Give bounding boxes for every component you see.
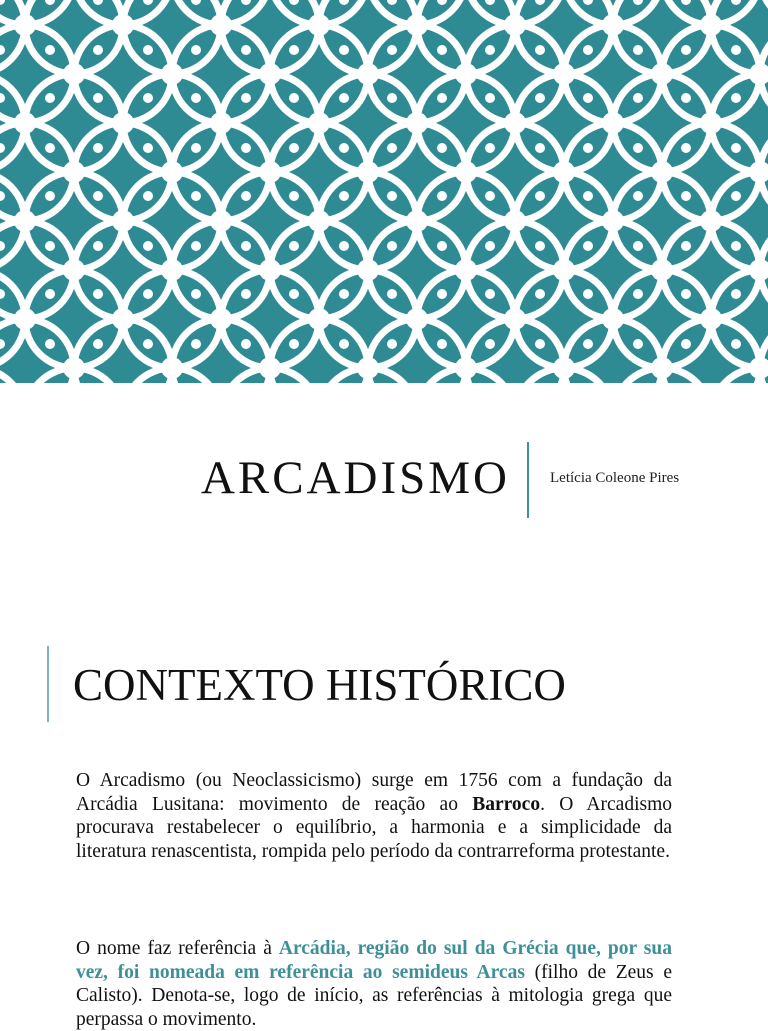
paragraph-origin-text-b: (filho de Zeus e Calisto). Denota-se, logo de início, as referências à mitologia grega que perpassa o movimento. [76, 961, 672, 1030]
paragraph-name-origin [76, 937, 672, 1031]
paragraph-intro [76, 769, 672, 863]
paragraph-intro-bold: Barroco [472, 793, 541, 815]
content-slide [0, 603, 768, 1030]
interlocking-circle-pattern-icon [0, 0, 768, 383]
section-accent-bar [47, 646, 49, 722]
presentation-title: ARCADISMO [200, 452, 510, 504]
section-title: CONTEXTO HISTÓRICO [73, 660, 566, 710]
paragraph-intro-text-a: O Arcadismo (ou Neoclassicismo) surge em 1756 com a fundação da Arcádia Lusitana: movimento de reação ao [76, 770, 672, 815]
title-divider [527, 442, 529, 518]
paragraph-origin-text-a: O nome faz referência à [76, 938, 279, 959]
paragraph-intro-text-b: . O Arcadismo procurava restabelecer o equilíbrio, a harmonia e a simplicidade da literatura renascentista, rompida pelo período da contrarreforma protestante. [76, 793, 672, 862]
title-slide [0, 383, 768, 603]
author-name: Letícia Coleone Pires [550, 470, 680, 486]
paragraph-origin-highlight: Arcádia, região do sul da Grécia que, por sua vez, foi nomeada em referência ao semideus Arcas [76, 938, 672, 983]
decorative-pattern-banner [0, 0, 768, 383]
